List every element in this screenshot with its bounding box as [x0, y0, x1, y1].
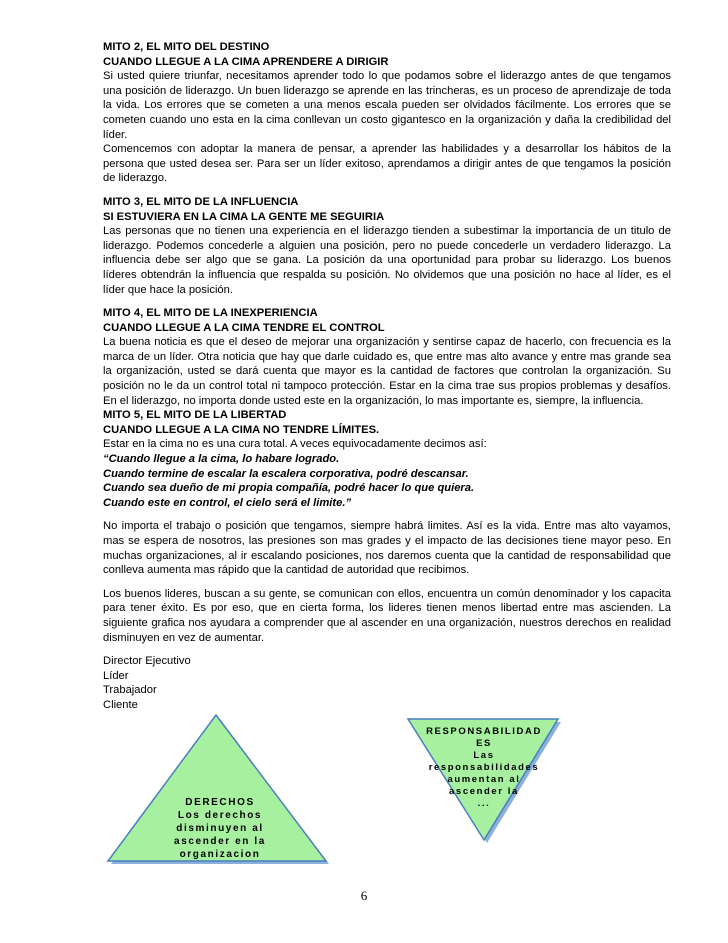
responsibilities-label-line: Las [473, 750, 495, 761]
responsibilities-label-line: RESPONSABILIDAD [426, 726, 542, 737]
rights-label [150, 796, 290, 861]
responsibilities-label-line: aumentan al [447, 774, 521, 785]
section-mito-2 [103, 40, 671, 186]
role-item: Cliente [103, 698, 138, 711]
rights-label-line: Los derechos [177, 810, 263, 821]
section-leaders [103, 587, 671, 645]
quote-line: “Cuando llegue a la cima, lo habare logrado. [103, 453, 340, 466]
section-title: MITO 3, EL MITO DE LA INFLUENCIA [103, 195, 299, 208]
responsibilities-label [410, 726, 558, 810]
quote-line: Cuando termine de escalar la escalera corporativa, podré descansar. [103, 467, 469, 480]
responsibilities-label-line: ES [476, 738, 492, 749]
responsibilities-label-line: responsabilidades [428, 762, 540, 773]
section-mito-3 [103, 195, 671, 297]
section-title: MITO 2, EL MITO DEL DESTINO [103, 41, 270, 53]
rights-label-line: DERECHOS [185, 797, 255, 808]
rights-label-line: ascender en la [174, 836, 266, 847]
section-limits [103, 519, 671, 577]
document-body [103, 40, 671, 713]
paragraph: Los buenos lideres, buscan a su gente, se comunican con ellos, encuentra un común denominador y los capacita para tener éxito. Es por eso, que en cierta forma, los lideres tienen menos libertad entre mas ascienden. La siguiente grafica nos ayudara a comprender que al ascender en una organización, nuestros derechos en realidad disminuyen en vez de aumentar. [103, 587, 671, 644]
paragraph: Comencemos con adoptar la manera de pensar, a aprender las habilidades y a desarrollar los hábitos de la persona que usted desea ser. Para ser un líder exitoso, aprendamos a dirigir antes de que tengamos la posición de liderazgo. [103, 143, 671, 185]
section-mito-5 [103, 408, 671, 510]
quote-line: Cuando sea dueño de mi propia compañía, podré hacer lo que quiera. [103, 482, 475, 495]
responsibilities-label-line: ascender la [449, 786, 519, 797]
rights-label-line: disminuyen al [176, 823, 264, 834]
page-number: 6 [360, 888, 368, 903]
responsibilities-label-line: ... [477, 798, 491, 809]
role-item: Líder [103, 669, 129, 682]
section-subtitle: CUANDO LLEGUE A LA CIMA TENDRE EL CONTROL [103, 321, 385, 334]
quote-line: Cuando este en control, el cielo será el limite.” [103, 496, 352, 509]
roles-list [103, 654, 671, 712]
paragraph: La buena noticia es que el deseo de mejorar una organización y sentirse capaz de hacerlo, con frecuencia es la marca de un líder. Otra noticia que hay que darle cuidado es, que entre mas alto avance y entre mas grande sea la organización, usted se dará cuenta que mayor es la cantidad de factores que controlan la organización. Su posición no le da un control total ni tampoco protección. Estar en la cima trae sus propios problemas y desafíos. En el liderazgo, no importa donde usted este en la organización, lo mas importante es, siempre, la influencia. [103, 336, 671, 407]
section-subtitle: SI ESTUVIERA EN LA CIMA LA GENTE ME SEGUIRIA [103, 210, 385, 223]
paragraph: Las personas que no tienen una experiencia en el liderazgo tienden a subestimar la importancia de un titulo de liderazgo. Podemos concederle a alguien una posición, pero no puede concederle un verdadero liderazgo. La influencia debe ser algo que se gana. La posición da una oportunidad para probar su liderazgo. Los buenos líderes obtendrán la influencia que respalda su posición. No olvidemos que una posición no hace al líder, es el líder que hace la posición. [103, 225, 671, 296]
paragraph: No importa el trabajo o posición que tengamos, siempre habrá limites. Así es la vida. Entre mas alto vayamos, mas se espera de nosotros, las presiones son mas grades y el impacto de las decisiones tiene mayor peso. En muchas organizaciones, al ir escalando posiciones, nos daremos cuenta que la cantidad de responsabilidad que conlleva aumenta mas rápido que la cantidad de autoridad que recibimos. [103, 520, 671, 577]
role-item: Trabajador [103, 684, 157, 697]
paragraph: Si usted quiere triunfar, necesitamos aprender todo lo que podamos sobre el liderazgo antes de que tengamos una posición de liderazgo. Un buen liderazgo se aprende en las trincheras, es un proceso de aprendizaje de toda la vida. Los errores que se cometen a una menos escala pueden ser olvidados fácilmente. Los errores que se cometen cuando uno esta en la cima conllevan un costo gigantesco en la organización y daña la credibilidad del líder. [103, 70, 671, 141]
role-item: Director Ejecutivo [103, 655, 191, 668]
section-subtitle: CUANDO LLEGUE A LA CIMA APRENDERE A DIRIGIR [103, 55, 389, 68]
paragraph: Estar en la cima no es una cura total. A veces equivocadamente decimos así: [103, 438, 487, 451]
section-subtitle: CUANDO LLEGUE A LA CIMA NO TENDRE LÍMITES. [103, 423, 380, 436]
section-mito-4 [103, 306, 671, 408]
rights-label-line: organizacion [179, 849, 261, 860]
section-title: MITO 5, EL MITO DE LA LIBERTAD [103, 409, 287, 422]
section-title: MITO 4, EL MITO DE LA INEXPERIENCIA [103, 307, 318, 320]
